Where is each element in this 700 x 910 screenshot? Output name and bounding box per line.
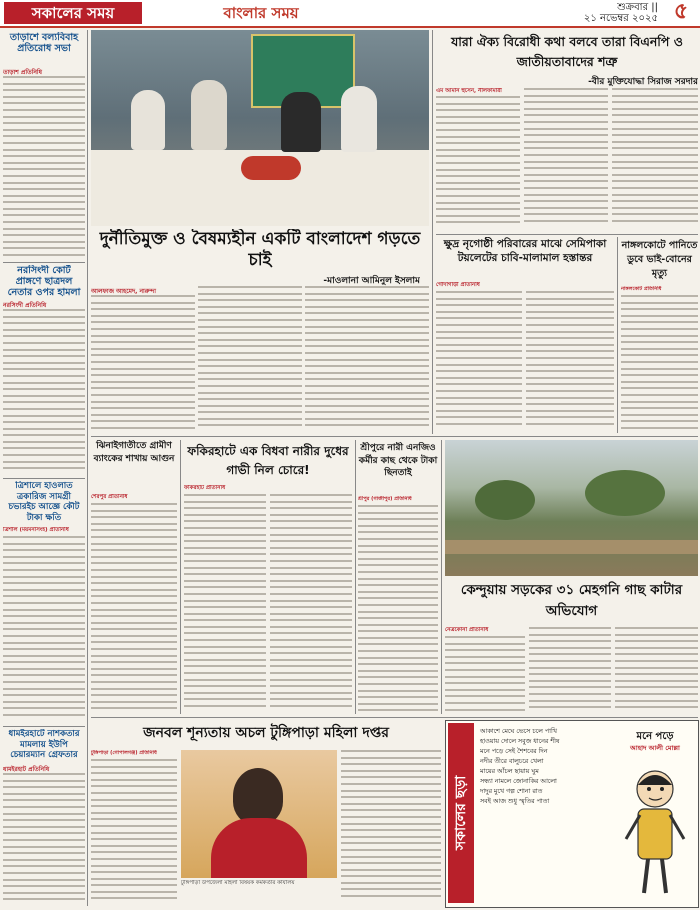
divider <box>436 234 698 235</box>
cow-theft-headline: ফকিরহাটে এক বিধবা নারীর দুধের গাভী নিল চোরে! <box>187 444 349 477</box>
top-right-reporter: এম আমান হুসেন, নীলফামারী <box>436 88 502 94</box>
column-divider <box>355 440 356 714</box>
section-title: বাংলার সময় <box>223 4 299 22</box>
road-trees-photo <box>445 440 698 576</box>
cow-theft-body <box>270 494 352 714</box>
rhyme-author: আহাদ আলী মোল্লা <box>630 744 680 752</box>
story-byline: নরসিংদী প্রতিনিধি <box>3 302 47 309</box>
fire-body <box>91 503 177 715</box>
lead-byline: -মাওলানা আমিনুল ইসলাম <box>323 276 420 286</box>
rhyme-box <box>445 720 699 908</box>
cow-theft-byline: ফকিরহাট প্রতিনিধি <box>184 485 226 491</box>
issue-date <box>548 2 658 24</box>
rhyme-line: সবই আজ শুধু স্মৃতির পাতা <box>480 798 550 805</box>
date-text: ২১ নভেম্বর ২০২৫ <box>583 13 658 24</box>
official-photo <box>181 750 337 878</box>
sanitation-reporter: গোদাগাড়ী প্রতিনিধি <box>436 282 480 288</box>
trees-body <box>445 636 525 716</box>
lead-body <box>91 295 195 433</box>
person-figure <box>281 92 321 152</box>
top-right-body <box>524 88 608 232</box>
column-divider <box>87 30 88 906</box>
lead-reporter: আলফাজ আহমেদ, নারুন্দা <box>91 288 156 295</box>
trees-body <box>615 627 698 715</box>
column-divider <box>432 30 433 434</box>
rhyme-lines <box>480 727 610 903</box>
portrait-saree <box>211 818 307 878</box>
flower-bouquet <box>241 156 301 180</box>
trees-body <box>529 627 611 715</box>
divider <box>3 726 85 727</box>
column-divider <box>180 440 181 714</box>
divider <box>3 262 85 263</box>
bottom-body <box>91 759 177 905</box>
weekday: শুক্রবার || <box>617 2 658 13</box>
cow-theft-body <box>184 494 266 714</box>
story-headline: তাড়াশে বল্যবিবাহ প্রতিরোধ সভা <box>9 32 79 54</box>
person-figure <box>191 80 227 150</box>
lead-photo <box>91 30 429 226</box>
story-headline: ধামইরহাটে নাশকতার মামলায় ইউপি চেয়ারম্যান গ্রেফতার <box>8 729 80 760</box>
lead-body <box>198 286 302 433</box>
top-right-byline: -বীর মুক্তিযোদ্ধা সিরাজ সরদার <box>588 77 698 87</box>
trees-headline: কেন্দুয়ায় সড়কের ৩১ মেহগনি গাছ কাটার অভিযোগ <box>460 582 683 619</box>
drowning-reporter: নাঙ্গলকোট প্রতিনিধি <box>621 286 662 292</box>
rhyme-line: আকাশে মেঘে ভেসে চলে পাখি <box>480 728 557 735</box>
rhyme-line: হাওয়ায় দোলে সবুজ ধানের শীষ <box>480 738 560 745</box>
snatching-byline: শ্রীপুর (গাজীপুর) প্রতিনিধি <box>358 496 412 502</box>
story-body <box>3 536 85 724</box>
section-rule <box>91 717 698 718</box>
top-right-body <box>436 96 520 232</box>
story-body <box>3 76 85 262</box>
story-body <box>3 773 85 905</box>
bottom-byline: টুঙ্গিপাড়া (গোপালগঞ্জ) প্রতিনিধি <box>91 750 157 756</box>
tree-canopy <box>585 470 665 516</box>
story-body <box>3 309 85 477</box>
rhyme-line: মায়ের আঁচল ছায়ায় ঘুম <box>480 768 539 775</box>
rhyme-line: নদীর তীরে বালুচরে খেলা <box>480 758 544 765</box>
column-divider <box>441 440 442 714</box>
section-rule <box>91 436 698 437</box>
story-byline: ধামইরহাট প্রতিনিধি <box>3 766 50 773</box>
sanitation-body <box>526 291 614 433</box>
person-figure <box>131 90 165 150</box>
tree-canopy <box>475 480 535 520</box>
top-right-headline: যারা ঐক্য বিরোধী কথা বলবে তারা বিএনপি ও জাতীয়তাবাদের শত্রু <box>451 34 683 69</box>
trees-reporter: নেত্রকোনা প্রতিনিধি <box>445 627 489 633</box>
rhyme-tag: সকালের ছড়া <box>448 723 474 903</box>
masthead <box>0 0 700 28</box>
divider <box>3 478 85 479</box>
cartoon-illustration <box>622 761 688 901</box>
lead-headline: দুর্নীতিমুক্ত ও বৈষম্যহীন একটি বাংলাদেশ গড়তে চাই <box>99 229 421 270</box>
person-figure <box>341 86 377 152</box>
fire-byline: শেরপুর প্রতিনিধি <box>91 494 128 500</box>
rhyme-line: মনে পড়ে সেই শৈশবের দিন <box>480 748 548 755</box>
rhyme-line: দাদুর মুখে গল্প শোনা রাত <box>480 788 543 795</box>
road <box>445 540 698 554</box>
story-headline: নরসিংদী কোর্ট প্রাঙ্গণে ছাত্রদল নেতার ওপর হামলা <box>7 265 81 298</box>
story-byline: তাড়াশ প্রতিনিধি <box>3 69 42 76</box>
fire-headline: ঝিনাইগাতীতে গ্রামীণ ব্যাংকের শাখায় আগুন <box>93 441 175 464</box>
newspaper-logo: সকালের সময় <box>4 2 142 24</box>
lead-body <box>305 286 429 433</box>
sanitation-body <box>436 291 522 433</box>
bottom-body <box>341 750 441 905</box>
snatching-headline: শ্রীপুরে নারী এনজিও কর্মীর কাছ থেকে টাকা ছিনতাই <box>358 443 438 478</box>
column-divider <box>617 237 618 433</box>
rhyme-line: সন্ধ্যা নামলে জোনাকির আলো <box>480 778 557 785</box>
drowning-body <box>621 295 698 433</box>
bottom-headline: জনবল শূন্যতায় অচল টুঙ্গিপাড়া মহিলা দপ্তর <box>143 725 389 741</box>
drowning-headline: নাঙ্গলকোটে পানিতে ডুবে ভাই-বোনের মৃত্যু <box>621 240 698 279</box>
snatching-body <box>358 505 438 715</box>
top-right-body <box>612 88 698 232</box>
sanitation-headline: ক্ষুদ্র নৃগোষ্ঠী পরিবারের মাঝে সেমিপাকা টয়লেটের চাবি-মালামাল হস্তান্তর <box>443 238 607 264</box>
story-headline: ত্রিশালে হাওলাত ত্রকারিজ সামগ্রী চভারইচ আজ্ঞে কৌট টাকা ক্ষতি <box>8 481 80 523</box>
portrait-head <box>233 768 283 824</box>
rhyme-title: মনে পড়ে <box>636 731 674 742</box>
page-number: ৫ <box>673 0 689 24</box>
photo-caption: টুঙ্গিপাড়া উপজেলা মহিলা বিষয়ক কর্মকর্তার কার্যালয় <box>181 880 295 886</box>
story-byline: ত্রিশাল (ময়মনসিংহ) প্রতিনিধি <box>3 527 69 533</box>
